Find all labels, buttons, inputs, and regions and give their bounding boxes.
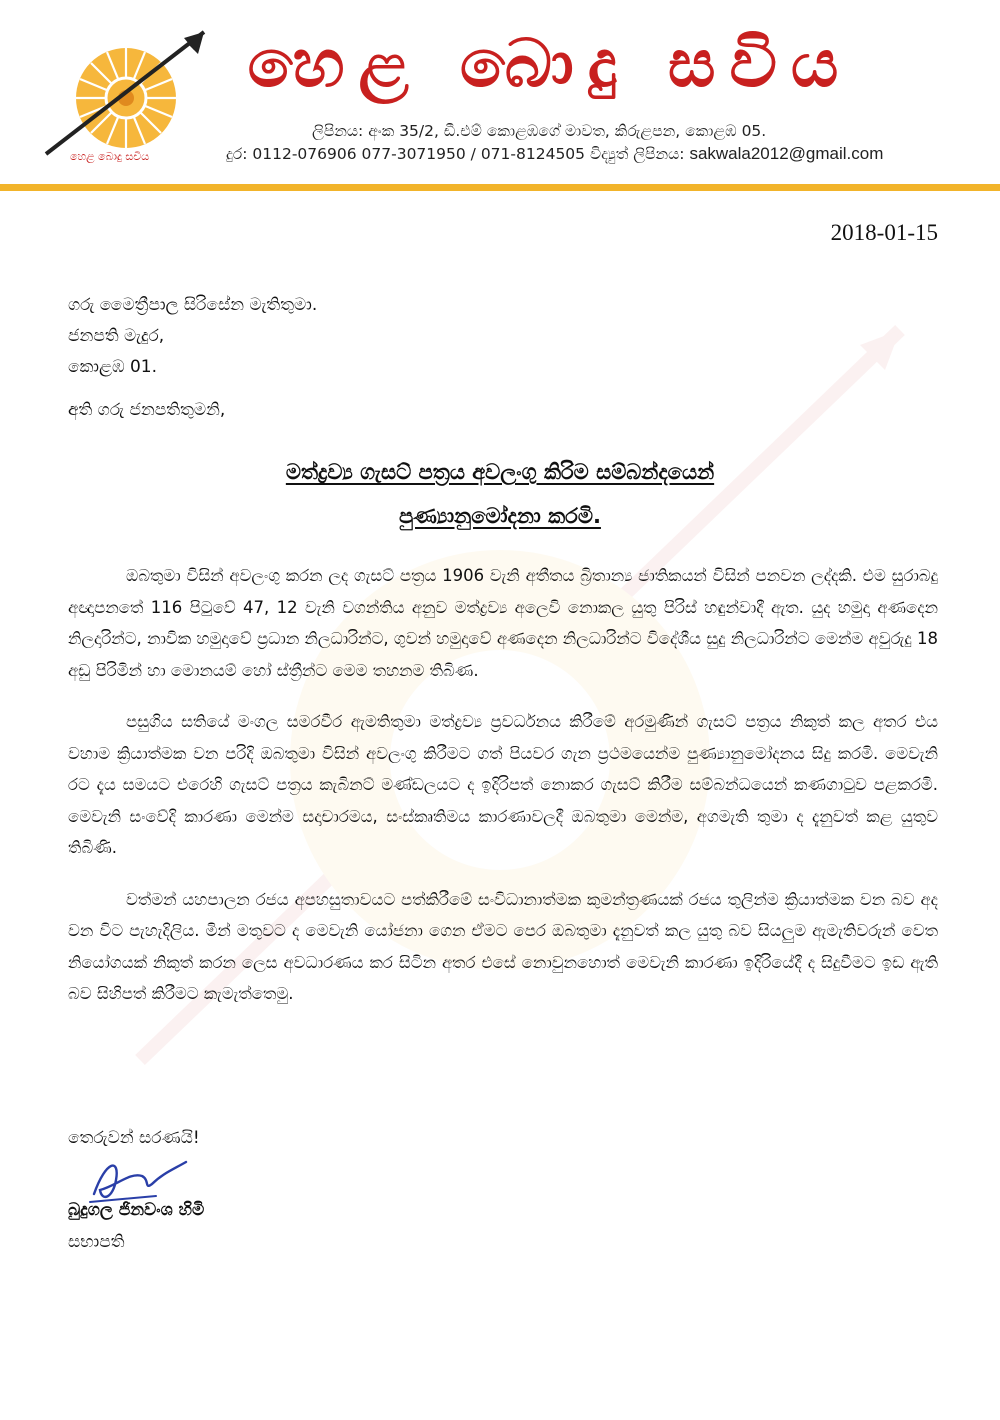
letter-body: [68, 560, 938, 1030]
email-label: විද්‍යුත් ලිපිනය:: [589, 145, 685, 163]
recipient-block: [68, 290, 317, 383]
signer-name: බුදුගල ජිනවංශ හිමි: [68, 1200, 205, 1220]
closing-line: තෙරුවන් සරණයි!: [68, 1128, 200, 1148]
email-address: sakwala2012@gmail.com: [689, 144, 884, 163]
recipient-address-line: ජනපති මැදුර,: [68, 326, 165, 346]
letter-subject: [60, 450, 940, 538]
phone-numbers: දුර: 0112-076906 077-3071950 / 071-8124505: [226, 145, 586, 163]
subject-line-2: පුණ්‍යානුමෝදනා කරමි.: [399, 504, 601, 528]
signer-title: සභාපති: [68, 1232, 125, 1252]
salutation: අති ගරු ජනපතිතුමනි,: [68, 400, 226, 420]
body-paragraph-2: පසුගිය සතියේ මංගල සමරවීර ඇමතිතුමා මත්ද්‍රව්‍ය ප්‍රවර්ධනය කිරීමේ අරමුණින් ගැසට් පත්‍රය නිකුත් කල අතර එය වහාම ක්‍රියාත්මක වන පරිදි ඔබතුමා විසින් අවලංගු කිරීමට ගත් පියවර ගැන ප්‍රථමයෙන්ම පුණ්‍යානුමෝදනය සිදු කරමි. මෙවැනි රට දැය සමයට එරෙහි ගැසට් පත්‍රය කැබිනට් මණ්ඩලයට ද ඉදිරිපත් නොකර ගැසට් කිරීම සම්බන්ධයෙන් කණගාටුව පළකරමි. මෙවැනි සංවේදි කාරණා මෙන්ම සදාචාරමය, සංස්කෘතිමය කාරණාවලදී ඔබතුමා මෙන්ම, අගමැති තුමා ද දැනුවත් කළ යුතුව තිබිණි.: [68, 712, 938, 857]
organization-address: ලිපිනය: අංක 35/2, ඩී.එම් කොළඹගේ මාවත, කිරුළපන, කොළඹ 05.: [312, 122, 767, 140]
body-paragraph-3: වත්මන් යහපාලන රජය අපහසුතාවයට පත්කිරීමේ සංවිධානාත්මක කුමන්ත්‍රණයක් රජය තුලින්ම ක්‍රියාත්මක වන බව අද වන විට පැහැදිලිය. මින් මතුවට ද මෙවැනි යෝජනා ගෙන ඒමට පෙර ඔබතුමා දැනුවත් කල යුතු බව සියලුම ඇමැතිවරුන් වෙත නියෝගයක් නිකුත් කරන ලෙස අවධාරණය කර සිටින අතර එසේ නොවුනහොත් මෙවැනි කාරණා ඉදිරියේදී ද සිදුවීමට ඉඩ ඇති බව සිහිපත් කිරීමට කැමැත්තෙමු.: [68, 889, 938, 1003]
letter-date: 2018-01-15: [830, 220, 938, 245]
recipient-city: කොළඹ 01.: [68, 357, 157, 377]
letterhead-divider: [0, 184, 1000, 191]
subject-line-1: මත්ද්‍රව්‍ය ගැසට් පත්‍රය අවලංගු කිරිම සම්බන්දයෙන්: [285, 460, 715, 484]
organization-contact: [226, 144, 883, 164]
organization-name: හෙළ බොදු සවිය: [247, 25, 853, 102]
letterhead: [0, 0, 1000, 196]
logo-caption: හෙළ බොදු සවිය: [70, 150, 150, 163]
body-paragraph-1: ඔබතුමා විසින් අවලංගු කරන ලද ගැසට් පත්‍රය 1906 වැනි අතීතය බ්‍රිතාන්‍ය ජාතිකයන් විසින් පනවන ලද්දකි. එම සුරාබදු අඥාපනතේ 116 පිටුවේ 47, 12 වැනි වගන්තිය අනුව මත්ද්‍රව්‍ය අලෙවි නොකල යුතු පිරිස් හඳුන්වාදී ඇත. යුද හමුදා අණදෙන නිලදාරින්ට, නාවික හමුදාවේ ප්‍රධාන නිලධාරින්ට, ගුවන් හමුදාවේ අණදෙන නිලධාරින්ට විදේශීය සුදු නිලධාරින්ට මෙන්ම අවුරුදු 18 අඩු පිරිමින් හා මොනයම් හෝ ස්ත්‍රීන්ට මෙම තහනම තිබිණ.: [68, 566, 938, 680]
recipient-name: ගරු මෛත්‍රීපාල සිරිසේන මැතිතුමා.: [68, 295, 318, 315]
